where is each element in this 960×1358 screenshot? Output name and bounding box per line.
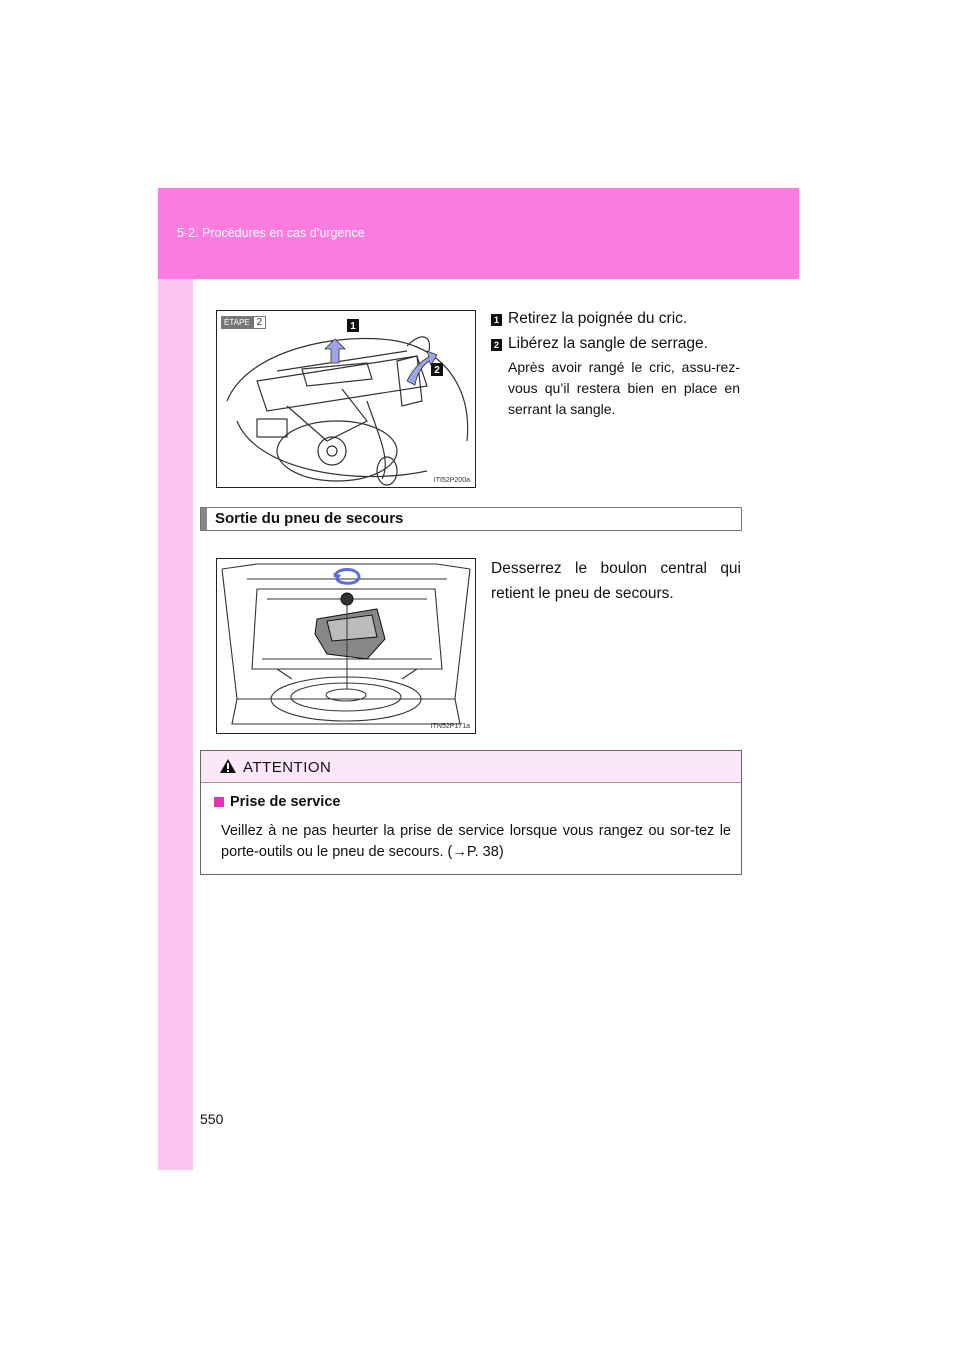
image-code: ITN52P171a <box>430 723 470 730</box>
callout-1: 1 <box>350 321 356 332</box>
step-text: Retirez la poignée du cric. <box>508 310 688 327</box>
step-badge: 2 <box>491 339 502 351</box>
step-note: Après avoir rangé le cric, assu-rez-vous qu’il restera bien en place en serrant la sangle. <box>508 359 740 417</box>
callout-2: 2 <box>434 365 440 376</box>
attention-header <box>201 751 741 783</box>
section-accent <box>201 508 207 530</box>
jack-removal-illustration <box>216 310 476 488</box>
attention-body: Veillez à ne pas heurter la prise de service lorsque vous rangez ou sor-tez le porte-outils ou le pneu de secours. (→P. 38) <box>221 823 731 860</box>
step-label <box>221 316 266 329</box>
warning-triangle-icon <box>219 758 237 774</box>
spare-tire-instruction: Desserrez le boulon central qui retient le pneu de secours. <box>491 560 741 602</box>
spare-tire-illustration <box>216 558 476 734</box>
step-badge: 1 <box>491 314 502 326</box>
breadcrumb: 5-2. Procédures en cas d’urgence <box>177 226 365 240</box>
image-code: ITI52P200a <box>433 477 470 484</box>
jack-drawing <box>217 311 475 487</box>
side-tab-strip <box>158 188 193 1170</box>
bullet-square-icon <box>214 797 224 807</box>
attention-title: ATTENTION <box>243 759 332 776</box>
step-item-1 <box>491 310 687 328</box>
page-number: 550 <box>200 1111 224 1127</box>
step-text: Libérez la sangle de serrage. <box>508 335 708 352</box>
attention-subheading <box>214 794 340 810</box>
section-heading <box>200 507 742 531</box>
step-item-2 <box>491 335 708 353</box>
trunk-drawing <box>217 559 475 733</box>
etape-label: ÉTAPE <box>221 316 253 329</box>
attention-subheading-text: Prise de service <box>230 794 341 810</box>
section-title: Sortie du pneu de secours <box>215 510 404 527</box>
attention-box <box>200 750 742 875</box>
etape-number: 2 <box>253 316 267 329</box>
